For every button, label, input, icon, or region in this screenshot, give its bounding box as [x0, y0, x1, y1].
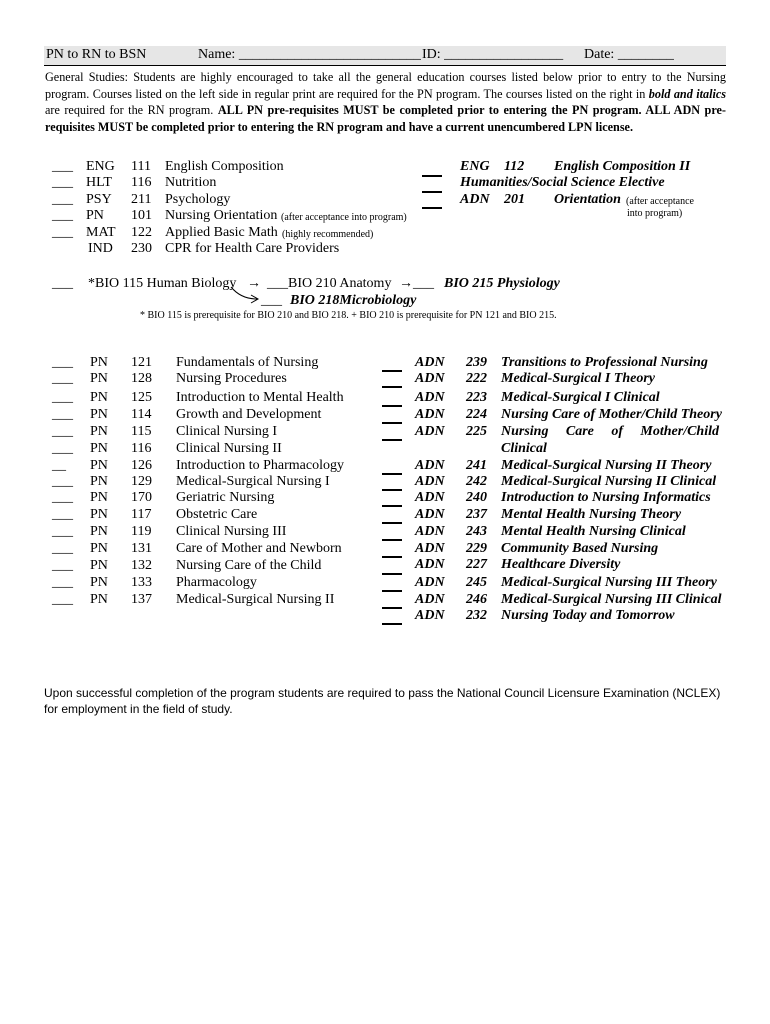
check-blank[interactable] — [382, 473, 402, 475]
check-blank[interactable] — [382, 386, 402, 388]
course-title: Growth and Development — [176, 407, 322, 422]
bio215-label: BIO 215 Physiology — [444, 276, 560, 291]
course-dept: ADN — [415, 592, 445, 607]
course-num: 129 — [131, 474, 152, 489]
course-num: 237 — [466, 507, 487, 522]
course-dept: PN — [90, 575, 108, 590]
course-num: 122 — [131, 225, 152, 240]
check-blank[interactable] — [382, 405, 402, 407]
check-blank[interactable] — [382, 590, 402, 592]
header-bar — [44, 46, 726, 66]
course-dept: PN — [90, 407, 108, 422]
course-num: 137 — [131, 592, 152, 607]
check-blank[interactable]: ___ — [261, 293, 282, 308]
check-blank[interactable]: ___ — [52, 192, 73, 207]
course-num: 246 — [466, 592, 487, 607]
date-field[interactable]: Date: ________ — [584, 47, 674, 62]
course-num: 132 — [131, 558, 152, 573]
course-num: 125 — [131, 390, 152, 405]
check-blank[interactable]: ___ — [52, 225, 73, 240]
course-dept: ADN — [415, 371, 445, 386]
course-dept: ADN — [415, 355, 445, 370]
check-blank[interactable] — [382, 556, 402, 558]
check-blank[interactable]: ___ — [52, 490, 73, 505]
arrow-right-icon: → — [247, 276, 261, 291]
course-title: Nursing Care of Mother/Child Theory — [501, 407, 722, 422]
course-title: Applied Basic Math — [165, 225, 278, 240]
course-num: 117 — [131, 507, 152, 522]
arrow-down-right-icon — [229, 285, 261, 305]
course-title: Introduction to Mental Health — [176, 390, 344, 405]
course-dept: PN — [90, 507, 108, 522]
course-num: 245 — [466, 575, 487, 590]
course-title: Mental Health Nursing Theory — [501, 507, 682, 522]
course-dept: MAT — [86, 225, 116, 240]
id-field[interactable]: ID: _________________ — [422, 47, 564, 62]
course-num: 121 — [131, 355, 152, 370]
course-num: 128 — [131, 371, 152, 386]
course-title: Introduction to Pharmacology — [176, 458, 344, 473]
check-blank[interactable]: ___ — [52, 541, 73, 556]
arrow-right-icon: →___ — [399, 276, 434, 291]
course-dept: PN — [90, 424, 108, 439]
course-dept: PSY — [86, 192, 112, 207]
intro-text-1: General Studies: Students are highly encouraged to take all the general education courses listed below prior to entry to the Nursing program. Courses listed on the left side in regular print are required for the PN program. The courses listed on the right in — [45, 70, 726, 101]
course-title: Clinical Nursing II — [176, 441, 282, 456]
course-title: Medical-Surgical Nursing II — [176, 592, 335, 607]
course-num: 230 — [131, 241, 152, 256]
course-title: Clinical Nursing III — [176, 524, 287, 539]
course-dept: ADN — [415, 608, 445, 623]
course-title: CPR for Health Care Providers — [165, 241, 340, 256]
course-num: 115 — [131, 424, 152, 439]
course-dept: ADN — [415, 458, 445, 473]
course-note: (after acceptance into program) — [281, 212, 407, 223]
check-blank[interactable] — [382, 422, 402, 424]
name-field[interactable]: Name: __________________________ — [198, 47, 421, 62]
course-num: 101 — [131, 208, 152, 223]
check-blank[interactable] — [422, 191, 442, 193]
course-num: 240 — [466, 490, 487, 505]
check-blank[interactable]: ___ — [52, 208, 73, 223]
course-num: 243 — [466, 524, 487, 539]
course-dept: ADN — [415, 474, 445, 489]
course-dept: ADN — [460, 192, 490, 207]
course-dept: PN — [90, 390, 108, 405]
course-num: 229 — [466, 541, 487, 556]
course-title: Pharmacology — [176, 575, 257, 590]
course-title: Care of Mother and Newborn — [176, 541, 342, 556]
course-num: 116 — [131, 441, 152, 456]
course-dept: ENG — [86, 159, 115, 174]
course-dept: PN — [90, 558, 108, 573]
course-num: 241 — [466, 458, 487, 473]
course-num: 223 — [466, 390, 487, 405]
course-title: Medical-Surgical Nursing II Clinical — [501, 474, 717, 489]
check-blank[interactable]: ___ — [52, 424, 73, 439]
course-dept: PN — [90, 474, 108, 489]
check-blank[interactable]: ___ — [52, 276, 73, 291]
course-dept: ADN — [415, 407, 445, 422]
course-title: Medical-Surgical Nursing II Theory — [501, 458, 712, 473]
course-title: Introduction to Nursing Informatics — [501, 490, 711, 505]
check-blank[interactable]: ___ — [52, 441, 73, 456]
check-blank[interactable] — [382, 489, 402, 491]
check-blank[interactable]: ___ — [52, 390, 73, 405]
course-title: Transitions to Professional Nursing — [501, 355, 708, 370]
course-note: (highly recommended) — [282, 229, 374, 240]
check-blank[interactable]: ___ — [52, 575, 73, 590]
intro-text-2: are required for the RN program. — [45, 103, 218, 117]
course-dept: ADN — [415, 524, 445, 539]
course-num: 224 — [466, 407, 487, 422]
check-blank[interactable] — [382, 439, 402, 441]
intro-paragraph — [45, 69, 726, 135]
bio210-label: ___BIO 210 Anatomy — [267, 276, 392, 291]
check-blank[interactable]: ___ — [52, 507, 73, 522]
check-blank[interactable] — [422, 207, 442, 209]
program-title: PN to RN to BSN — [46, 47, 147, 62]
intro-bold-requirement: ALL PN pre-requisites MUST be completed prior to entering the PN program. ALL ADN pre-requisites MUST be completed prior to entering the RN program and have a current unencumbered LPN license. — [45, 103, 726, 134]
course-title-continued: Clinical — [501, 441, 547, 456]
check-blank[interactable] — [382, 522, 402, 524]
course-title: Orientation — [554, 192, 621, 207]
check-blank[interactable] — [382, 505, 402, 507]
course-dept: PN — [90, 490, 108, 505]
check-blank[interactable] — [382, 539, 402, 541]
course-title: Medical-Surgical I Theory — [501, 371, 655, 386]
course-dept: ADN — [415, 507, 445, 522]
bio218-label: BIO 218Microbiology — [290, 293, 417, 308]
course-title: English Composition — [165, 159, 284, 174]
course-num: 114 — [131, 407, 152, 422]
course-note: (after acceptance — [626, 196, 694, 207]
check-blank[interactable]: ___ — [52, 524, 73, 539]
check-blank[interactable]: ___ — [52, 558, 73, 573]
check-blank[interactable]: ___ — [52, 371, 73, 386]
check-blank[interactable] — [382, 573, 402, 575]
course-note: into program) — [627, 208, 683, 219]
nclex-footer: Upon successful completion of the program students are required to pass the National Council Licensure Examination (NCLEX) for employment in the field of study. — [44, 686, 721, 716]
course-dept: PN — [90, 458, 108, 473]
course-num: 112 — [504, 159, 525, 174]
check-blank[interactable] — [382, 623, 402, 625]
course-dept: PN — [86, 208, 104, 223]
prerequisite-note: * BIO 115 is prerequisite for BIO 210 and BIO 218. + BIO 210 is prerequisite for PN 121 and BIO 215. — [140, 310, 557, 321]
course-num: 111 — [131, 159, 151, 174]
course-title: Mental Health Nursing Clinical — [501, 524, 686, 539]
course-title: Fundamentals of Nursing — [176, 355, 319, 370]
course-num: 170 — [131, 490, 152, 505]
check-blank[interactable]: ___ — [52, 407, 73, 422]
course-dept: PN — [90, 371, 108, 386]
course-title: Nursing Care of Mother/Child — [501, 424, 719, 439]
course-num: 119 — [131, 524, 152, 539]
course-title: Psychology — [165, 192, 231, 207]
course-title: Nursing Orientation — [165, 208, 278, 223]
course-title: Obstetric Care — [176, 507, 258, 522]
check-blank[interactable] — [422, 175, 442, 177]
intro-bold-italic: bold and italics — [648, 86, 726, 101]
course-num: 133 — [131, 575, 152, 590]
course-dept: PN — [90, 441, 108, 456]
course-num: 211 — [131, 192, 152, 207]
course-num: 126 — [131, 458, 152, 473]
check-blank[interactable]: ___ — [52, 474, 73, 489]
check-blank[interactable] — [382, 607, 402, 609]
course-title: English Composition II — [554, 159, 691, 174]
course-dept: PN — [90, 524, 108, 539]
check-blank[interactable]: ___ — [52, 175, 73, 190]
course-num: 239 — [466, 355, 487, 370]
course-dept: ADN — [415, 490, 445, 505]
course-dept: ADN — [415, 390, 445, 405]
course-title: Geriatric Nursing — [176, 490, 275, 505]
course-dept: ADN — [415, 575, 445, 590]
course-title: Nursing Today and Tomorrow — [501, 608, 675, 623]
course-num: 222 — [466, 371, 487, 386]
course-dept: ADN — [415, 424, 445, 439]
course-dept: Humanities/Social Science Elective — [460, 175, 665, 190]
check-blank[interactable]: __ — [52, 458, 66, 473]
course-num: 116 — [131, 175, 152, 190]
course-title: Nursing Care of the Child — [176, 558, 322, 573]
course-title: Community Based Nursing — [501, 541, 659, 556]
course-dept: ENG — [460, 159, 490, 174]
course-title: Nursing Procedures — [176, 371, 287, 386]
course-dept: HLT — [86, 175, 112, 190]
course-num: 232 — [466, 608, 487, 623]
course-dept: ADN — [415, 541, 445, 556]
course-num: 225 — [466, 424, 487, 439]
check-blank[interactable]: ___ — [52, 159, 73, 174]
course-title: Medical-Surgical Nursing III Clinical — [501, 592, 722, 607]
bio115-label: *BIO 115 Human Biology — [88, 276, 237, 291]
check-blank[interactable]: ___ — [52, 592, 73, 607]
course-dept: PN — [90, 592, 108, 607]
course-num: 227 — [466, 557, 487, 572]
course-title: Nutrition — [165, 175, 217, 190]
course-dept: PN — [90, 541, 108, 556]
course-title: Medical-Surgical Nursing III Theory — [501, 575, 717, 590]
course-num: 242 — [466, 474, 487, 489]
course-num: 131 — [131, 541, 152, 556]
course-num: 201 — [504, 192, 525, 207]
course-dept: ADN — [415, 557, 445, 572]
check-blank[interactable]: ___ — [52, 355, 73, 370]
course-title: Medical-Surgical Nursing I — [176, 474, 330, 489]
course-dept: PN — [90, 355, 108, 370]
course-title: Healthcare Diversity — [501, 557, 621, 572]
course-title: Medical-Surgical I Clinical — [501, 390, 660, 405]
course-dept: IND — [88, 241, 113, 256]
check-blank[interactable] — [382, 370, 402, 372]
course-title: Clinical Nursing I — [176, 424, 278, 439]
